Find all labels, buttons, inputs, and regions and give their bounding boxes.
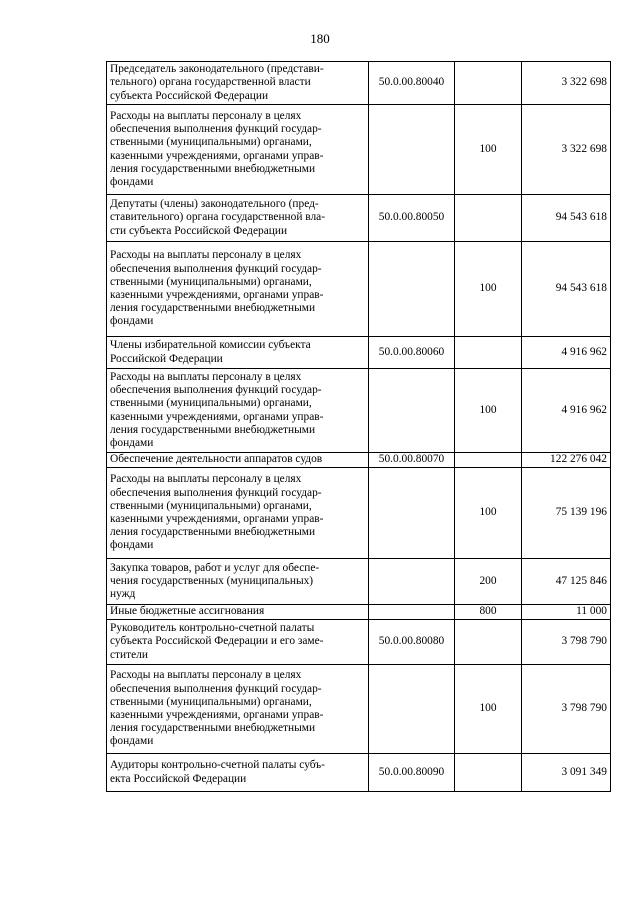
row-type-cell: [455, 195, 522, 242]
row-code-cell: 50.0.00.80070: [369, 453, 455, 468]
row-name-cell: Расходы на выплаты персоналу в целях обеспечения выполнения функций государ- ственными (муниципальными) органами, казенными учреждениями, органами управ- ления государственными внебюджетными фондами: [107, 105, 369, 195]
row-name-cell: Расходы на выплаты персоналу в целях обеспечения выполнения функций государ- ственными (муниципальными) органами, казенными учреждениями, органами управ- ления государственными внебюджетными фондами: [107, 369, 369, 453]
table-row: [107, 369, 611, 453]
row-type-cell: 200: [455, 559, 522, 605]
row-code-cell: [369, 665, 455, 754]
row-amount-cell: 75 139 196: [522, 468, 611, 559]
row-amount-cell: 3 091 349: [522, 754, 611, 792]
table-row: [107, 453, 611, 468]
row-name-cell: Руководитель контрольно-счетной палаты субъекта Российской Федерации и его заме- стители: [107, 620, 369, 665]
row-code-cell: [369, 369, 455, 453]
page-number: 180: [310, 31, 330, 46]
table-row: [107, 468, 611, 559]
row-name-cell: Расходы на выплаты персоналу в целях обеспечения выполнения функций государ- ственными (муниципальными) органами, казенными учреждениями, органами управ- ления государственными внебюджетными фондами: [107, 665, 369, 754]
row-type-cell: 100: [455, 242, 522, 337]
row-amount-cell: 122 276 042: [522, 453, 611, 468]
row-code-cell: 50.0.00.80080: [369, 620, 455, 665]
row-code-cell: [369, 559, 455, 605]
row-name-cell: Иные бюджетные ассигнования: [107, 605, 369, 620]
row-type-cell: [455, 620, 522, 665]
table-row: [107, 242, 611, 337]
row-type-cell: 100: [455, 665, 522, 754]
table-row: [107, 754, 611, 792]
row-name-cell: Члены избирательной комиссии субъекта Российской Федерации: [107, 337, 369, 369]
row-name-cell: Обеспечение деятельности аппаратов судов: [107, 453, 369, 468]
row-name-cell: Аудиторы контрольно-счетной палаты субъ- екта Российской Федерации: [107, 754, 369, 792]
table-row: [107, 559, 611, 605]
row-amount-cell: 47 125 846: [522, 559, 611, 605]
table-row: [107, 337, 611, 369]
row-code-cell: 50.0.00.80090: [369, 754, 455, 792]
row-name-cell: Расходы на выплаты персоналу в целях обеспечения выполнения функций государ- ственными (муниципальными) органами, казенными учреждениями, органами управ- ления государственными внебюджетными фондами: [107, 468, 369, 559]
row-code-cell: [369, 605, 455, 620]
row-code-cell: 50.0.00.80040: [369, 62, 455, 105]
row-name-cell: Депутаты (члены) законодательного (пред- ставительного) органа государственной вла- сти субъекта Российской Федерации: [107, 195, 369, 242]
row-code-cell: [369, 105, 455, 195]
row-type-cell: 100: [455, 468, 522, 559]
row-amount-cell: 94 543 618: [522, 242, 611, 337]
table-row: [107, 62, 611, 105]
row-amount-cell: 94 543 618: [522, 195, 611, 242]
row-code-cell: 50.0.00.80060: [369, 337, 455, 369]
row-type-cell: 800: [455, 605, 522, 620]
row-amount-cell: 4 916 962: [522, 337, 611, 369]
row-type-cell: [455, 453, 522, 468]
table-row: [107, 105, 611, 195]
row-type-cell: [455, 754, 522, 792]
row-type-cell: 100: [455, 105, 522, 195]
row-name-cell: Закупка товаров, работ и услуг для обеспе- чения государственных (муниципальных) нужд: [107, 559, 369, 605]
row-type-cell: [455, 337, 522, 369]
budget-table-body: [107, 62, 611, 792]
table-row: [107, 195, 611, 242]
row-amount-cell: 3 798 790: [522, 620, 611, 665]
row-amount-cell: 3 322 698: [522, 105, 611, 195]
table-row: [107, 605, 611, 620]
table-row: [107, 620, 611, 665]
row-name-cell: Расходы на выплаты персоналу в целях обеспечения выполнения функций государ- ственными (муниципальными) органами, казенными учреждениями, органами управ- ления государственными внебюджетными фондами: [107, 242, 369, 337]
table-row: [107, 665, 611, 754]
row-code-cell: [369, 242, 455, 337]
row-amount-cell: 4 916 962: [522, 369, 611, 453]
row-code-cell: [369, 468, 455, 559]
row-amount-cell: 3 322 698: [522, 62, 611, 105]
row-name-cell: Председатель законодательного (представи- тельного) органа государственной власти субъекта Российской Федерации: [107, 62, 369, 105]
row-type-cell: [455, 62, 522, 105]
row-amount-cell: 3 798 790: [522, 665, 611, 754]
row-code-cell: 50.0.00.80050: [369, 195, 455, 242]
row-type-cell: 100: [455, 369, 522, 453]
row-amount-cell: 11 000: [522, 605, 611, 620]
budget-table: [106, 61, 611, 792]
